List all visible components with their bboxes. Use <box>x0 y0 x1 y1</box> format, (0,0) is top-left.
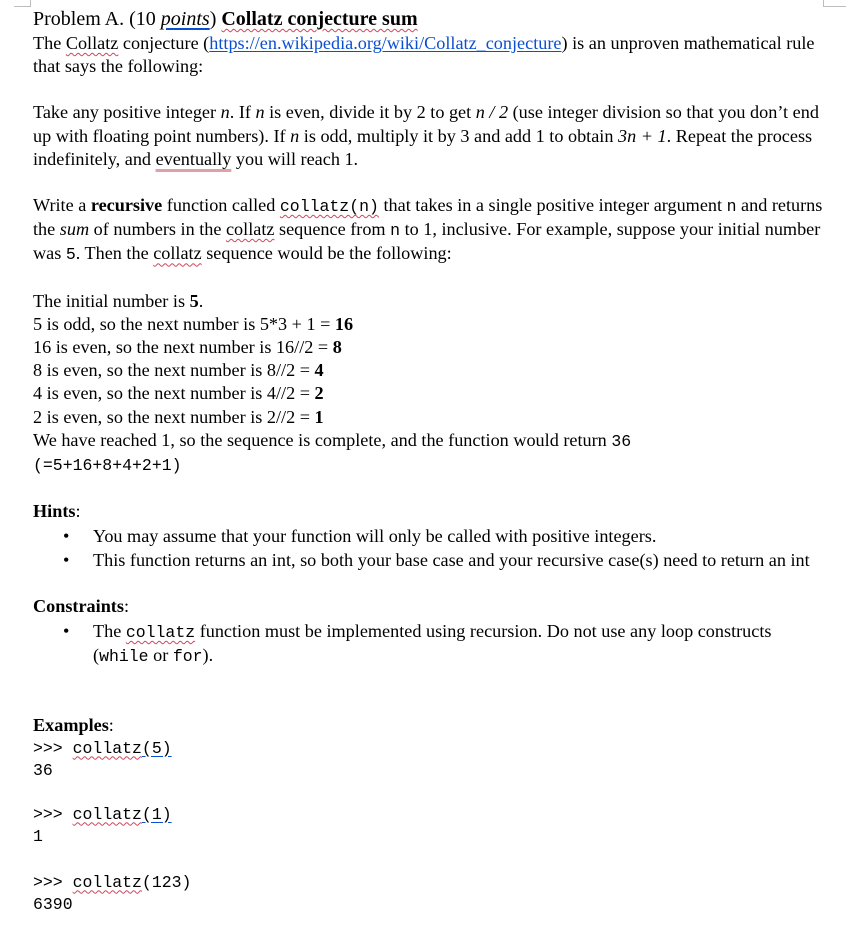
task-text-3: that takes in a single positive integer argument <box>378 195 727 216</box>
rule-paragraph <box>33 101 823 171</box>
task-text-4: and returns the <box>33 195 823 240</box>
example-prompt: >>> <box>33 738 73 758</box>
task-paragraph <box>33 194 823 267</box>
task-collatz-word: collatz <box>225 219 275 240</box>
sequence-initial-value: 5 <box>189 290 199 311</box>
sequence-step-text: 16 is even, so the next number is 16//2 = <box>33 337 333 358</box>
intro-text-3: ) is an unproven mathematical rule that says the following: <box>33 33 815 77</box>
sequence-step-result: 16 <box>334 313 354 334</box>
sequence-step-result: 1 <box>314 406 324 427</box>
rule-var-n: n <box>290 125 300 146</box>
sequence-final-expression: (=5+16+8+4+2+1) <box>33 456 182 476</box>
title-prefix: Problem A. (10 <box>33 8 161 30</box>
task-text-7: to 1, inclusive. For example, suppose your initial number was <box>33 219 821 264</box>
task-text-8: . Then the <box>75 243 154 264</box>
constraints-heading-text: Constraints <box>33 595 124 616</box>
sequence-step-result: 4 <box>314 360 324 381</box>
example-argument: (123) <box>141 872 192 892</box>
sequence-step-result: 8 <box>332 337 342 358</box>
rule-text-7: you will reach 1. <box>231 148 359 169</box>
example-block <box>33 804 823 848</box>
sequence-step <box>33 382 823 405</box>
constraints-text-1: The <box>93 621 126 642</box>
intro-collatz-word: Collatz <box>65 33 119 53</box>
example-argument: (1) <box>141 804 172 824</box>
sequence-step-text: 5 is odd, so the next number is 5*3 + 1 = <box>33 313 335 334</box>
examples-section <box>33 714 823 915</box>
intro-text-1: The <box>33 33 66 53</box>
rule-text-1: Take any positive integer <box>33 102 221 123</box>
problem-title <box>33 6 823 32</box>
example-output: 1 <box>33 826 43 846</box>
task-recursive-word: recursive <box>90 195 163 216</box>
rule-text-3: is even, divide it by 2 to get <box>264 102 476 123</box>
rule-var-n: n <box>255 102 265 123</box>
example-output: 6390 <box>33 894 73 914</box>
examples-heading <box>33 714 823 737</box>
sequence-initial-end: . <box>198 290 204 311</box>
title-suffix: ) <box>209 8 222 30</box>
rule-text-2: . If <box>229 102 256 123</box>
task-sum-word: sum <box>59 219 90 240</box>
example-call: collatz <box>72 804 142 824</box>
task-text-6: sequence from <box>274 219 391 240</box>
constraints-text-4: ). <box>202 645 214 666</box>
list-item <box>93 620 823 668</box>
sequence-final <box>33 429 823 477</box>
sequence-step <box>33 359 823 382</box>
constraints-list <box>33 620 823 668</box>
rule-var-n: n <box>220 102 230 123</box>
sequence-step-text: 2 is even, so the next number is 2//2 = <box>33 406 315 427</box>
example-argument: (5) <box>141 738 172 758</box>
intro-paragraph <box>33 32 823 78</box>
example-output: 36 <box>33 760 53 780</box>
hints-heading <box>33 500 823 523</box>
example-block <box>33 738 823 782</box>
sequence-walkthrough <box>33 290 823 478</box>
list-item: • This function returns an int, so both your base case and your recursive case(s) need to return an int <box>93 549 823 572</box>
sequence-step-text: 8 is even, so the next number is 8//2 = <box>33 360 315 381</box>
examples-heading-colon: : <box>108 715 114 736</box>
examples-heading-text: Examples <box>33 715 109 736</box>
example-call: collatz <box>72 872 142 892</box>
sequence-initial-text: The initial number is <box>33 290 190 311</box>
sequence-final-text: We have reached 1, so the sequence is complete, and the function would return <box>33 429 612 450</box>
constraints-text-3: or <box>148 645 173 666</box>
sequence-step <box>33 336 823 359</box>
rule-eventually-word: eventually <box>155 148 232 169</box>
constraints-for-keyword: for <box>172 647 203 667</box>
rule-text-5: is odd, multiply it by 3 and add 1 to obtain <box>299 125 618 146</box>
task-text-5: of numbers in the <box>89 219 226 240</box>
document-page <box>33 6 823 916</box>
rule-text-4: (use integer division so that you don’t end up with floating point numbers). If <box>33 102 819 146</box>
task-collatz-word-2: collatz <box>153 243 202 264</box>
title-points-word: points <box>160 8 210 30</box>
page-corner-mark-left <box>14 0 31 7</box>
rule-text-6: . Repeat the process indefinitely, and <box>33 125 813 169</box>
constraints-heading <box>33 595 823 618</box>
task-text-1: Write a <box>33 195 91 216</box>
example-input-line <box>33 804 823 826</box>
example-prompt: >>> <box>33 804 73 824</box>
example-input-line <box>33 738 823 760</box>
hints-heading-text: Hints <box>33 501 76 522</box>
task-five-code: 5 <box>65 245 76 265</box>
sequence-final-value: 36 <box>611 431 632 451</box>
task-text-2: function called <box>162 195 280 216</box>
example-prompt: >>> <box>33 872 73 892</box>
hints-heading-colon: : <box>75 501 81 522</box>
wikipedia-link[interactable]: https://en.wikipedia.org/wiki/Collatz_conjecture <box>209 33 562 53</box>
task-function-signature: collatz(n) <box>279 197 379 217</box>
page-corner-mark-right <box>823 0 846 7</box>
constraints-heading-colon: : <box>123 595 130 616</box>
hints-section <box>33 500 823 572</box>
task-n-code-2: n <box>390 221 401 241</box>
constraints-text-2: function must be implemented using recursion. Do not use any loop constructs ( <box>93 621 772 666</box>
sequence-initial <box>33 290 823 313</box>
task-n-code: n <box>726 197 737 217</box>
list-item: • You may assume that your function will only be called with positive integers. <box>93 525 823 548</box>
title-bold-name: Collatz conjecture sum <box>221 8 418 30</box>
example-input-line <box>33 872 823 894</box>
constraints-while-keyword: while <box>99 647 149 667</box>
constraints-section <box>33 595 823 669</box>
sequence-step <box>33 406 823 429</box>
rule-n-div-2: n / 2 <box>475 102 509 123</box>
hints-list <box>33 525 823 571</box>
example-block <box>33 872 823 916</box>
task-text-9: sequence would be the following: <box>201 243 452 264</box>
sequence-step-result: 2 <box>314 383 324 404</box>
sequence-step <box>33 313 823 336</box>
example-call: collatz <box>72 738 142 758</box>
rule-3n-plus-1: 3n + 1 <box>618 125 667 146</box>
intro-text-2: conjecture ( <box>118 33 210 53</box>
constraints-collatz-code: collatz <box>125 623 196 643</box>
sequence-step-text: 4 is even, so the next number is 4//2 = <box>33 383 315 404</box>
